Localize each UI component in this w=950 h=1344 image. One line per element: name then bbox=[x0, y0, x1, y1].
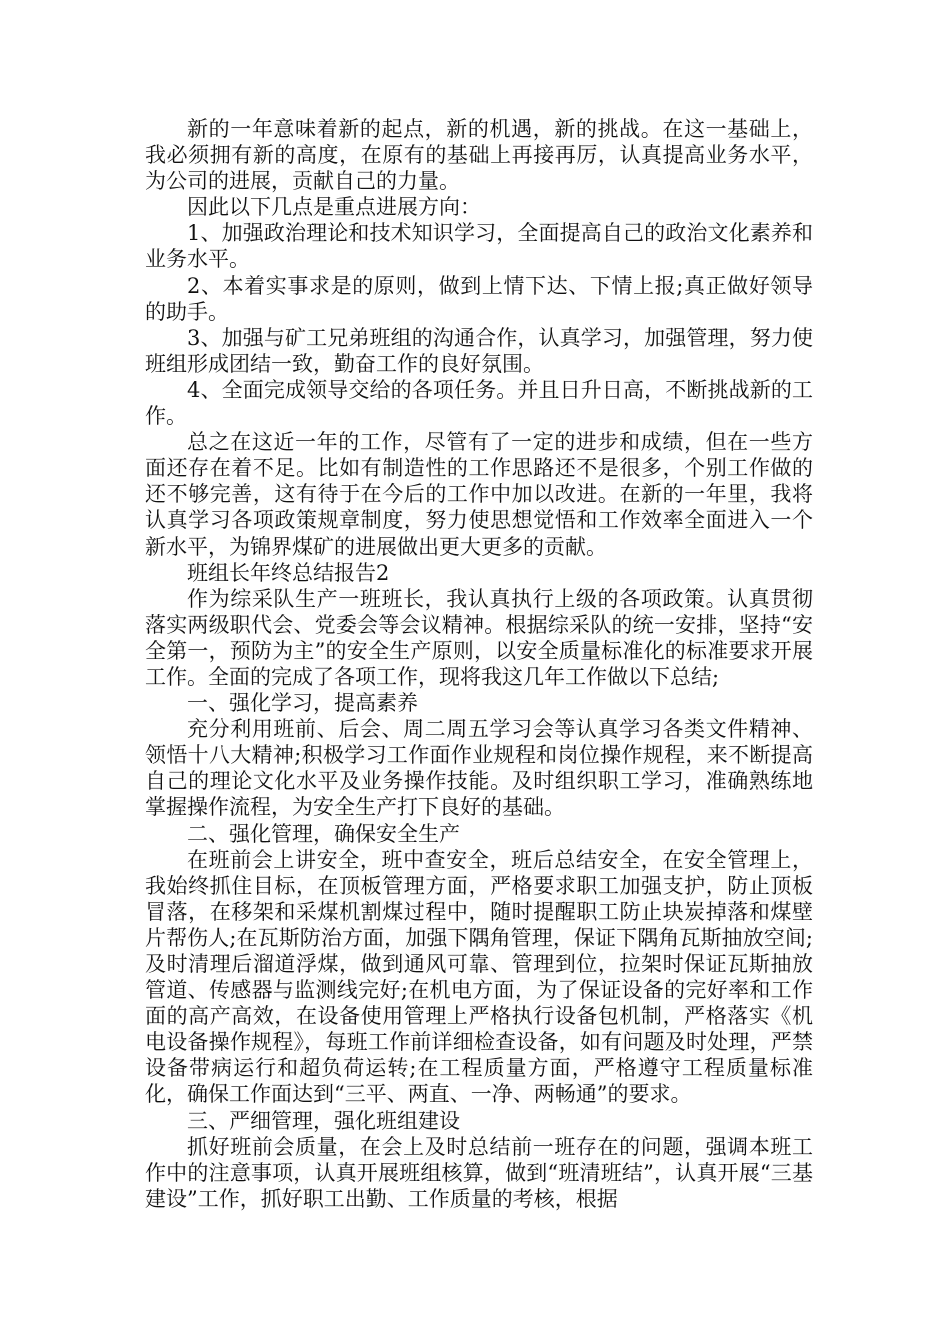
paragraph: 4、全面完成领导交给的各项任务。并且日升日高，不断挑战新的工作。 bbox=[145, 377, 813, 429]
paragraph: 新的一年意味着新的起点，新的机遇，新的挑战。在这一基础上，我必须拥有新的高度，在原有的基础上再接再厉，认真提高业务水平，为公司的进展，贡献自己的力量。 bbox=[145, 117, 813, 194]
paragraph: 充分利用班前、后会、周二周五学习会等认真学习各类文件精神、领悟十八大精神;积极学习工作面作业规程和岗位操作规程，来不断提高自己的理论文化水平及业务操作技能。及时组织职工学习，准确熟练地掌握操作流程，为安全生产打下良好的基础。 bbox=[145, 717, 813, 820]
paragraph: 作为综采队生产一班班长，我认真执行上级的各项政策。认真贯彻落实两级职代会、党委会等会议精神。根据综采队的统一安排，坚持“安全第一，预防为主”的安全生产原则，以安全质量标准化的标准要求开展工作。全面的完成了各项工作，现将我这几年工作做以下总结; bbox=[145, 586, 813, 689]
section-title: 班组长年终总结报告2 bbox=[187, 560, 390, 585]
paragraph: 1、加强政治理论和技术知识学习，全面提高自己的政治文化素养和业务水平。 bbox=[145, 221, 813, 272]
section-heading: 二、强化管理，确保安全生产 bbox=[187, 821, 460, 846]
section-heading: 三、严细管理，强化班组建设 bbox=[187, 1108, 460, 1133]
section-heading: 一、强化学习，提高素养 bbox=[187, 691, 418, 716]
paragraph: 2、本着实事求是的原则，做到上情下达、下情上报;真正做好领导的助手。 bbox=[145, 273, 813, 324]
paragraph: 抓好班前会质量，在会上及时总结前一班存在的问题，强调本班工作中的注意事项，认真开展班组核算，做到“班清班结”，认真开展“三基建设”工作，抓好职工出勤、工作质量的考核，根据 bbox=[145, 1134, 813, 1211]
paragraph: 总之在这近一年的工作，尽管有了一定的进步和成绩，但在一些方面还存在着不足。比如有制造性的工作思路还不是很多，个别工作做的还不够完善，这有待于在今后的工作中加以改进。在新的一年里，我将认真学习各项政策规章制度，努力使思想觉悟和工作效率全面进入一个新水平，为锦界煤矿的进展做出更大更多的贡献。 bbox=[145, 430, 813, 559]
paragraph: 3、加强与矿工兄弟班组的沟通合作，认真学习，加强管理，努力使班组形成团结一致，勤奋工作的良好氛围。 bbox=[145, 325, 813, 376]
paragraph: 因此以下几点是重点进展方向： bbox=[187, 195, 481, 220]
paragraph: 在班前会上讲安全，班中查安全，班后总结安全，在安全管理上，我始终抓住目标，在顶板管理方面，严格要求职工加强支护，防止顶板冒落，在移架和采煤机割煤过程中，随时提醒职工防止块炭掉落和煤壁片帮伤人;在瓦斯防治方面，加强下隅角管理，保证下隅角瓦斯抽放空间;及时清理后溜道浮煤，做到通风可靠、管理到位，拉架时保证瓦斯抽放管道、传感器与监测线完好;在机电方面，为了保证设备的完好率和工作面的高产高效，在设备使用管理上严格执行设备包机制，严格落实《机电设备操作规程》，每班工作前详细检查设备，如有问题及时处理，严禁设备带病运行和超负荷运转;在工程质量方面，严格遵守工程质量标准化，确保工作面达到“三平、两直、一净、两畅通”的要求。 bbox=[145, 847, 813, 1107]
document-body bbox=[145, 116, 813, 1212]
